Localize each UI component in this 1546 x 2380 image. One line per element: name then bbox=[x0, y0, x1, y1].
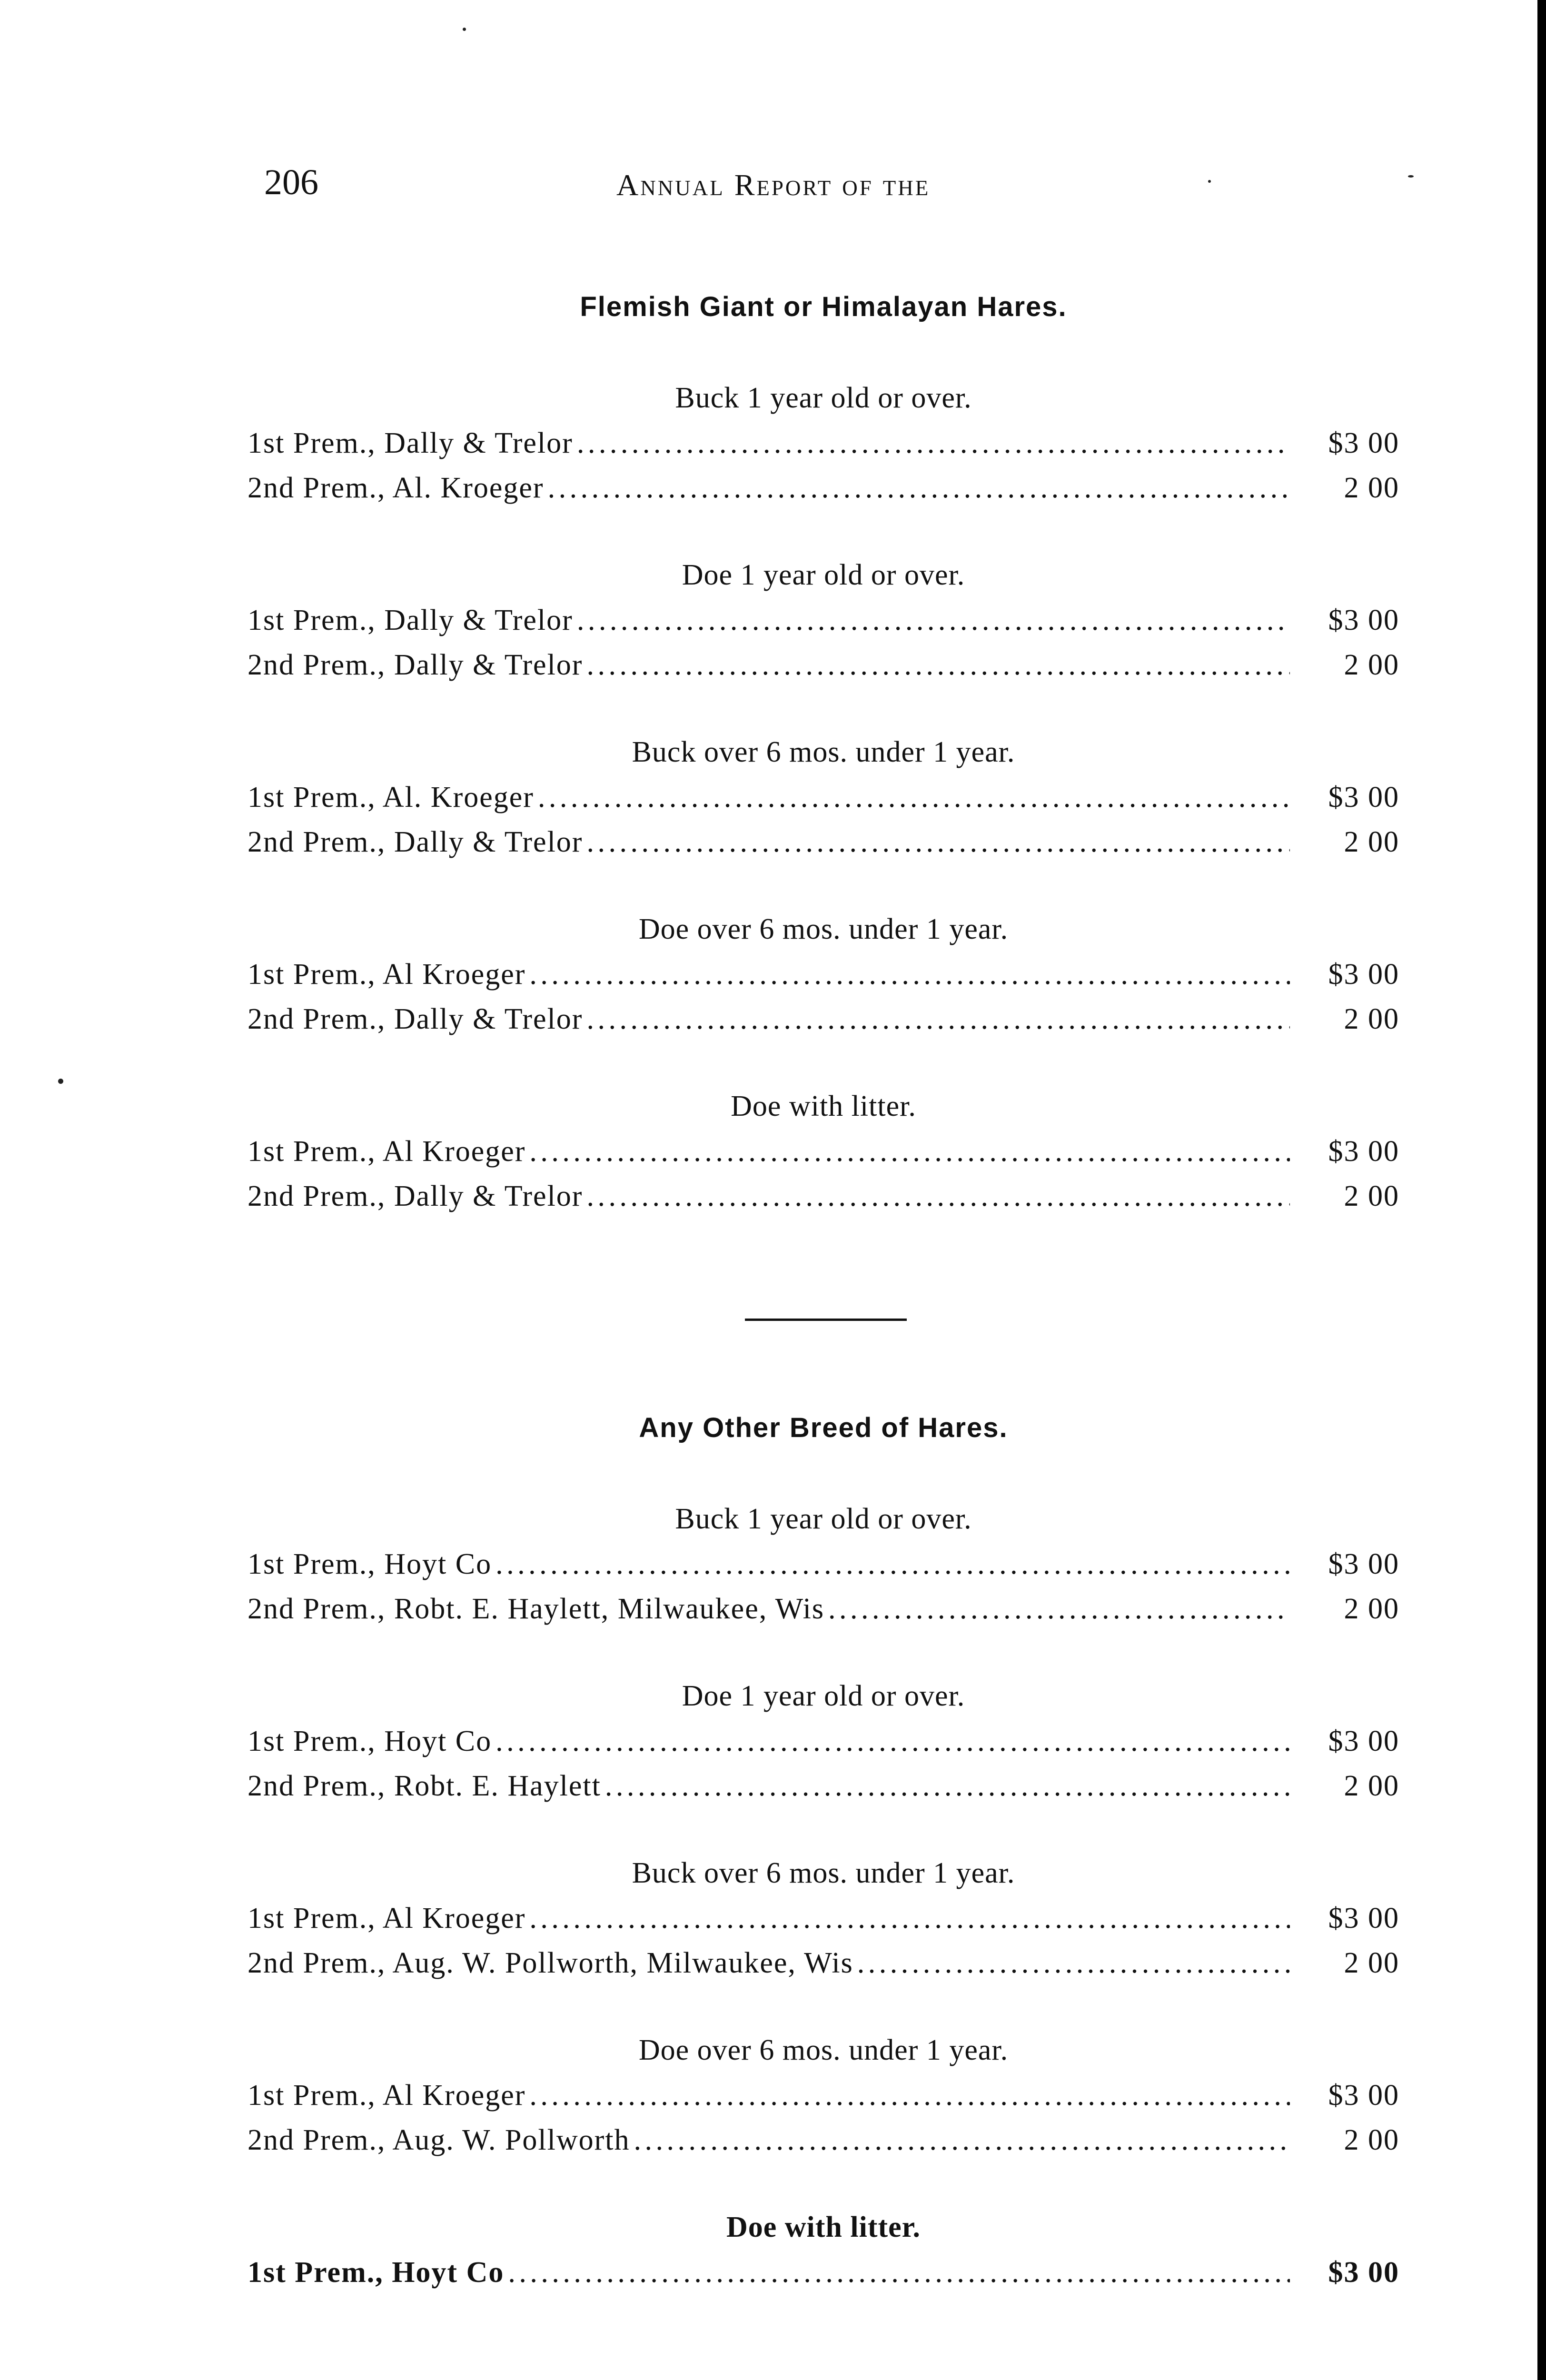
dot-leader bbox=[577, 598, 1290, 643]
award-winner: 2nd Prem., Dally & Trelor bbox=[248, 826, 583, 858]
premium-category bbox=[248, 1850, 1399, 1985]
running-title: Annual Report of the bbox=[616, 168, 931, 202]
premium-category bbox=[248, 906, 1399, 1041]
premium-entry bbox=[248, 598, 1399, 643]
premium-category bbox=[248, 1673, 1399, 1808]
running-head bbox=[264, 162, 1416, 219]
dot-leader bbox=[828, 1587, 1290, 1631]
award-winner: 2nd Prem., Dally & Trelor bbox=[248, 1003, 583, 1035]
premium-entry bbox=[248, 421, 1399, 466]
category-title: Buck over 6 mos. under 1 year. bbox=[632, 1857, 1015, 1889]
premium-entry bbox=[248, 2073, 1399, 2118]
premium-entry bbox=[248, 1542, 1399, 1587]
award-amount: 2 00 bbox=[1344, 649, 1399, 681]
premium-entry bbox=[248, 643, 1399, 687]
award-winner: 1st Prem., Hoyt Co bbox=[248, 1725, 492, 1757]
premium-entry bbox=[248, 1174, 1399, 1219]
award-amount: $3 00 bbox=[1328, 1135, 1399, 1168]
award-amount: $3 00 bbox=[1328, 1902, 1399, 1934]
premium-entry bbox=[248, 1719, 1399, 1764]
award-amount: 2 00 bbox=[1344, 1947, 1399, 1979]
award-winner: 2nd Prem., Dally & Trelor bbox=[248, 1180, 583, 1212]
dot-leader bbox=[586, 643, 1290, 687]
category-title: Doe 1 year old or over. bbox=[682, 559, 965, 591]
dot-leader bbox=[857, 1941, 1290, 1985]
dot-leader bbox=[538, 775, 1290, 820]
ink-speck bbox=[58, 1079, 63, 1084]
premium-category bbox=[248, 2027, 1399, 2162]
dot-leader bbox=[529, 2073, 1290, 2118]
premium-entry bbox=[248, 1587, 1399, 1631]
award-amount: $3 00 bbox=[1328, 1725, 1399, 1757]
category-title: Doe with litter. bbox=[726, 2211, 921, 2243]
premium-entry bbox=[248, 952, 1399, 997]
section-title: Any Other Breed of Hares. bbox=[639, 1412, 1008, 1443]
award-amount: $3 00 bbox=[1328, 604, 1399, 636]
premium-category bbox=[248, 2204, 1399, 2295]
premium-entry bbox=[248, 1764, 1399, 1808]
category-title: Doe over 6 mos. under 1 year. bbox=[638, 2034, 1009, 2066]
category-title: Buck 1 year old or over. bbox=[675, 1503, 972, 1535]
premium-section-other-breed bbox=[248, 1402, 1399, 2295]
premium-entry bbox=[248, 2118, 1399, 2162]
premium-entry bbox=[248, 1129, 1399, 1174]
award-amount: 2 00 bbox=[1344, 1593, 1399, 1625]
award-winner: 1st Prem., Al Kroeger bbox=[248, 1902, 526, 1934]
premium-entry bbox=[248, 466, 1399, 510]
dot-leader bbox=[605, 1764, 1290, 1808]
dot-leader bbox=[529, 952, 1290, 997]
award-amount: 2 00 bbox=[1344, 826, 1399, 858]
category-title: Doe over 6 mos. under 1 year. bbox=[638, 913, 1009, 945]
ink-speck bbox=[463, 28, 466, 31]
award-amount: $3 00 bbox=[1328, 781, 1399, 813]
premium-category bbox=[248, 1496, 1399, 1631]
premium-category bbox=[248, 729, 1399, 864]
award-winner: 2nd Prem., Aug. W. Pollworth bbox=[248, 2124, 630, 2156]
dot-leader bbox=[586, 820, 1290, 864]
award-amount: $3 00 bbox=[1328, 427, 1399, 459]
award-winner: 2nd Prem., Aug. W. Pollworth, Milwaukee, Wis bbox=[248, 1947, 853, 1979]
section-title: Flemish Giant or Himalayan Hares. bbox=[580, 291, 1067, 322]
award-winner: 1st Prem., Dally & Trelor bbox=[248, 604, 573, 636]
award-amount: 2 00 bbox=[1344, 472, 1399, 504]
premium-entry bbox=[248, 997, 1399, 1041]
award-amount: $3 00 bbox=[1328, 2256, 1399, 2289]
premium-entry bbox=[248, 820, 1399, 864]
premium-category bbox=[248, 1083, 1399, 1219]
award-amount: $3 00 bbox=[1328, 958, 1399, 991]
category-title: Buck over 6 mos. under 1 year. bbox=[632, 736, 1015, 768]
premium-category bbox=[248, 552, 1399, 687]
award-winner: 2nd Prem., Dally & Trelor bbox=[248, 649, 583, 681]
award-winner: 1st Prem., Al Kroeger bbox=[248, 958, 526, 991]
award-amount: 2 00 bbox=[1344, 1180, 1399, 1212]
award-winner: 1st Prem., Al Kroeger bbox=[248, 2079, 526, 2112]
award-winner: 2nd Prem., Robt. E. Haylett, Milwaukee, Wis bbox=[248, 1593, 824, 1625]
premium-entry bbox=[248, 1941, 1399, 1985]
dot-leader bbox=[508, 2250, 1290, 2295]
dot-leader bbox=[577, 421, 1290, 466]
dot-leader bbox=[496, 1542, 1290, 1587]
award-amount: $3 00 bbox=[1328, 2079, 1399, 2112]
award-winner: 1st Prem., Hoyt Co bbox=[248, 2256, 505, 2289]
section-divider bbox=[745, 1319, 907, 1321]
premium-section-flemish-giant bbox=[248, 281, 1399, 1219]
award-winner: 1st Prem., Hoyt Co bbox=[248, 1548, 492, 1580]
dot-leader bbox=[586, 1174, 1290, 1219]
premium-entry bbox=[248, 775, 1399, 820]
dot-leader bbox=[496, 1719, 1290, 1764]
premium-entry bbox=[248, 2250, 1399, 2295]
dot-leader bbox=[529, 1129, 1290, 1174]
award-winner: 1st Prem., Al. Kroeger bbox=[248, 781, 534, 813]
award-winner: 1st Prem., Dally & Trelor bbox=[248, 427, 573, 459]
award-winner: 1st Prem., Al Kroeger bbox=[248, 1135, 526, 1168]
dot-leader bbox=[548, 466, 1290, 510]
award-amount: 2 00 bbox=[1344, 1003, 1399, 1035]
dot-leader bbox=[529, 1896, 1290, 1941]
dot-leader bbox=[586, 997, 1290, 1041]
premium-category bbox=[248, 375, 1399, 510]
award-winner: 2nd Prem., Robt. E. Haylett bbox=[248, 1770, 601, 1802]
award-amount: 2 00 bbox=[1344, 2124, 1399, 2156]
page-number: 206 bbox=[264, 162, 318, 202]
dot-leader bbox=[634, 2118, 1290, 2162]
premium-entry bbox=[248, 1896, 1399, 1941]
award-winner: 2nd Prem., Al. Kroeger bbox=[248, 472, 544, 504]
award-amount: 2 00 bbox=[1344, 1770, 1399, 1802]
category-title: Doe with litter. bbox=[731, 1090, 916, 1122]
category-title: Doe 1 year old or over. bbox=[682, 1680, 965, 1712]
award-amount: $3 00 bbox=[1328, 1548, 1399, 1580]
page-edge-right bbox=[1537, 0, 1546, 2380]
category-title: Buck 1 year old or over. bbox=[675, 382, 972, 414]
